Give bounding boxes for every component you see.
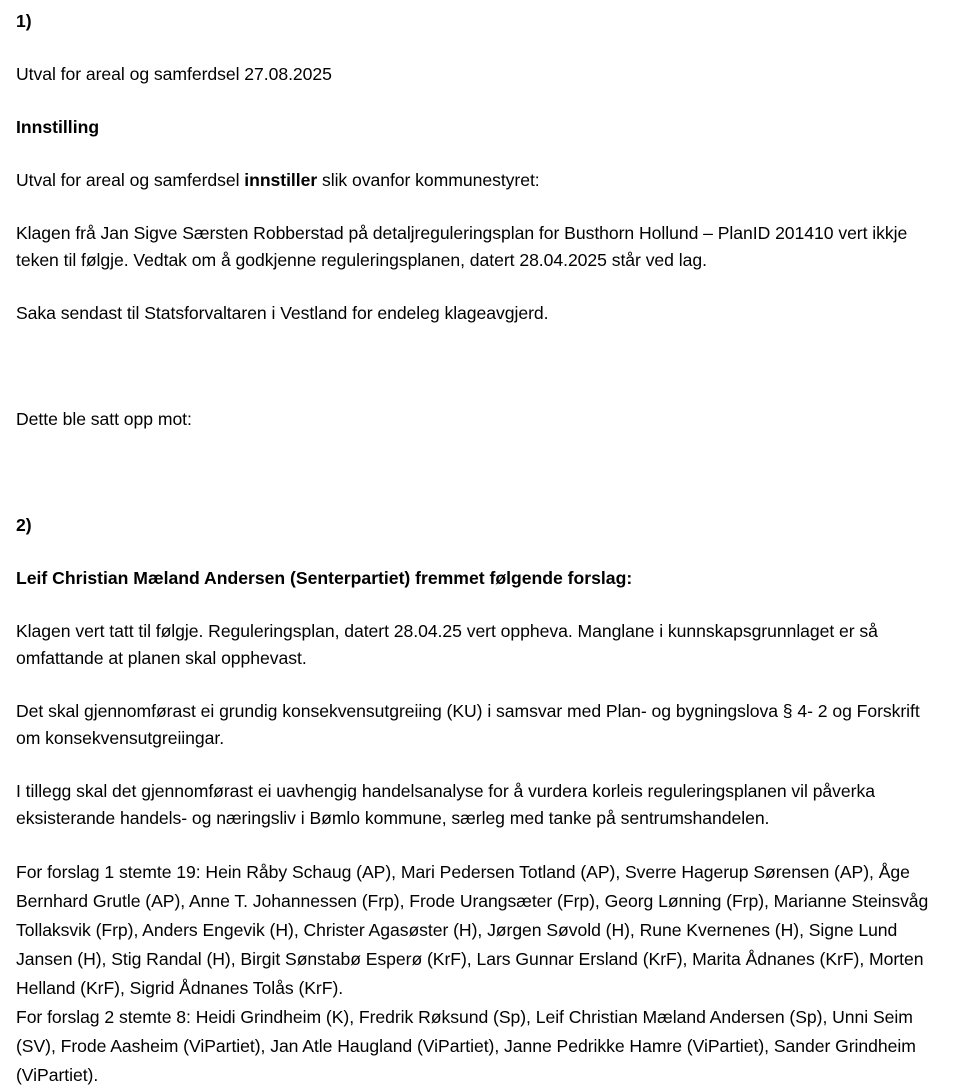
section-2-paragraph-konsekvensutgreiing: Det skal gjennomførast ei grundig konsekvensutgreiing (KU) i samsvar med Plan- og bygningslova § 4- 2 og Forskrift om konsekvensutgreiingar. xyxy=(16,701,920,748)
section-2-paragraph-klagen-tatt-til-folgje: Klagen vert tatt til følgje. Reguleringsplan, datert 28.04.25 vert oppheva. Manglane i kunnskapsgrunnlaget er så omfattande at planen skal opphevast. xyxy=(16,621,878,668)
vote-results-block xyxy=(16,858,944,1090)
section-1-lead-sentence xyxy=(16,167,944,194)
section-1-subheading-innstilling: Innstilling xyxy=(16,117,100,137)
section-2-paragraph-handelsanalyse: I tillegg skal det gjennomførast ei uavhengig handelsanalyse for å vurdera korleis reguleringsplanen vil påverka eksisterande handels- og næringsliv i Bømlo kommune, særleg med tanke på sentrumshandelen. xyxy=(16,781,875,828)
section-1-number-heading: 1) xyxy=(16,11,32,31)
lead-bold-keyword: innstiller xyxy=(244,170,318,190)
section-1-paragraph-saka: Saka sendast til Statsforvaltaren i Vestland for endeleg klageavgjerd. xyxy=(16,303,549,323)
section-1-committee-meta: Utval for areal og samferdsel 27.08.2025 xyxy=(16,64,332,84)
lead-suffix-text: slik ovanfor kommunestyret: xyxy=(317,170,540,190)
transition-dette-ble-satt-opp-mot: Dette ble satt opp mot: xyxy=(16,409,192,429)
paragraph-spacer-2 xyxy=(16,459,944,486)
paragraph-spacer xyxy=(16,353,944,380)
vote-result-proposal-2: For forslag 2 stemte 8: Heidi Grindheim (K), Fredrik Røksund (Sp), Leif Christian Mæland Andersen (Sp), Unni Seim (SV), Frode Aasheim (ViPartiet), Jan Atle Haugland (ViPartiet), Janne Pedrikke Hamre (ViPartiet), Sander Grindheim (ViPartiet). xyxy=(16,1007,916,1085)
section-2-number-heading: 2) xyxy=(16,515,32,535)
section-2-proposal-heading: Leif Christian Mæland Andersen (Senterpartiet) fremmet følgende forslag: xyxy=(16,568,633,588)
vote-result-proposal-1: For forslag 1 stemte 19: Hein Råby Schaug (AP), Mari Pedersen Totland (AP), Sverre Hagerup Sørensen (AP), Åge Bernhard Grutle (AP), Anne T. Johannessen (Frp), Frode Urangsæter (Frp), Georg Lønning (Frp), Marianne Steinsvåg Tollaksvik (Frp), Anders Engevik (H), Christer Agasøster (H), Jørgen Søvold (H), Rune Kvernenes (H), Signe Lund Jansen (H), Stig Randal (H), Birgit Sønstabø Esperø (KrF), Lars Gunnar Ersland (KrF), Marita Ådnanes (KrF), Morten Helland (KrF), Sigrid Ådnanes Tolås (KrF). xyxy=(16,862,929,998)
section-1-paragraph-klagen: Klagen frå Jan Sigve Særsten Robberstad på detaljreguleringsplan for Busthorn Hollund – PlanID 201410 vert ikkje teken til følgje. Vedtak om å godkjenne reguleringsplanen, datert 28.04.2025 står ved lag. xyxy=(16,223,908,270)
lead-prefix-text: Utval for areal og samferdsel xyxy=(16,170,245,190)
